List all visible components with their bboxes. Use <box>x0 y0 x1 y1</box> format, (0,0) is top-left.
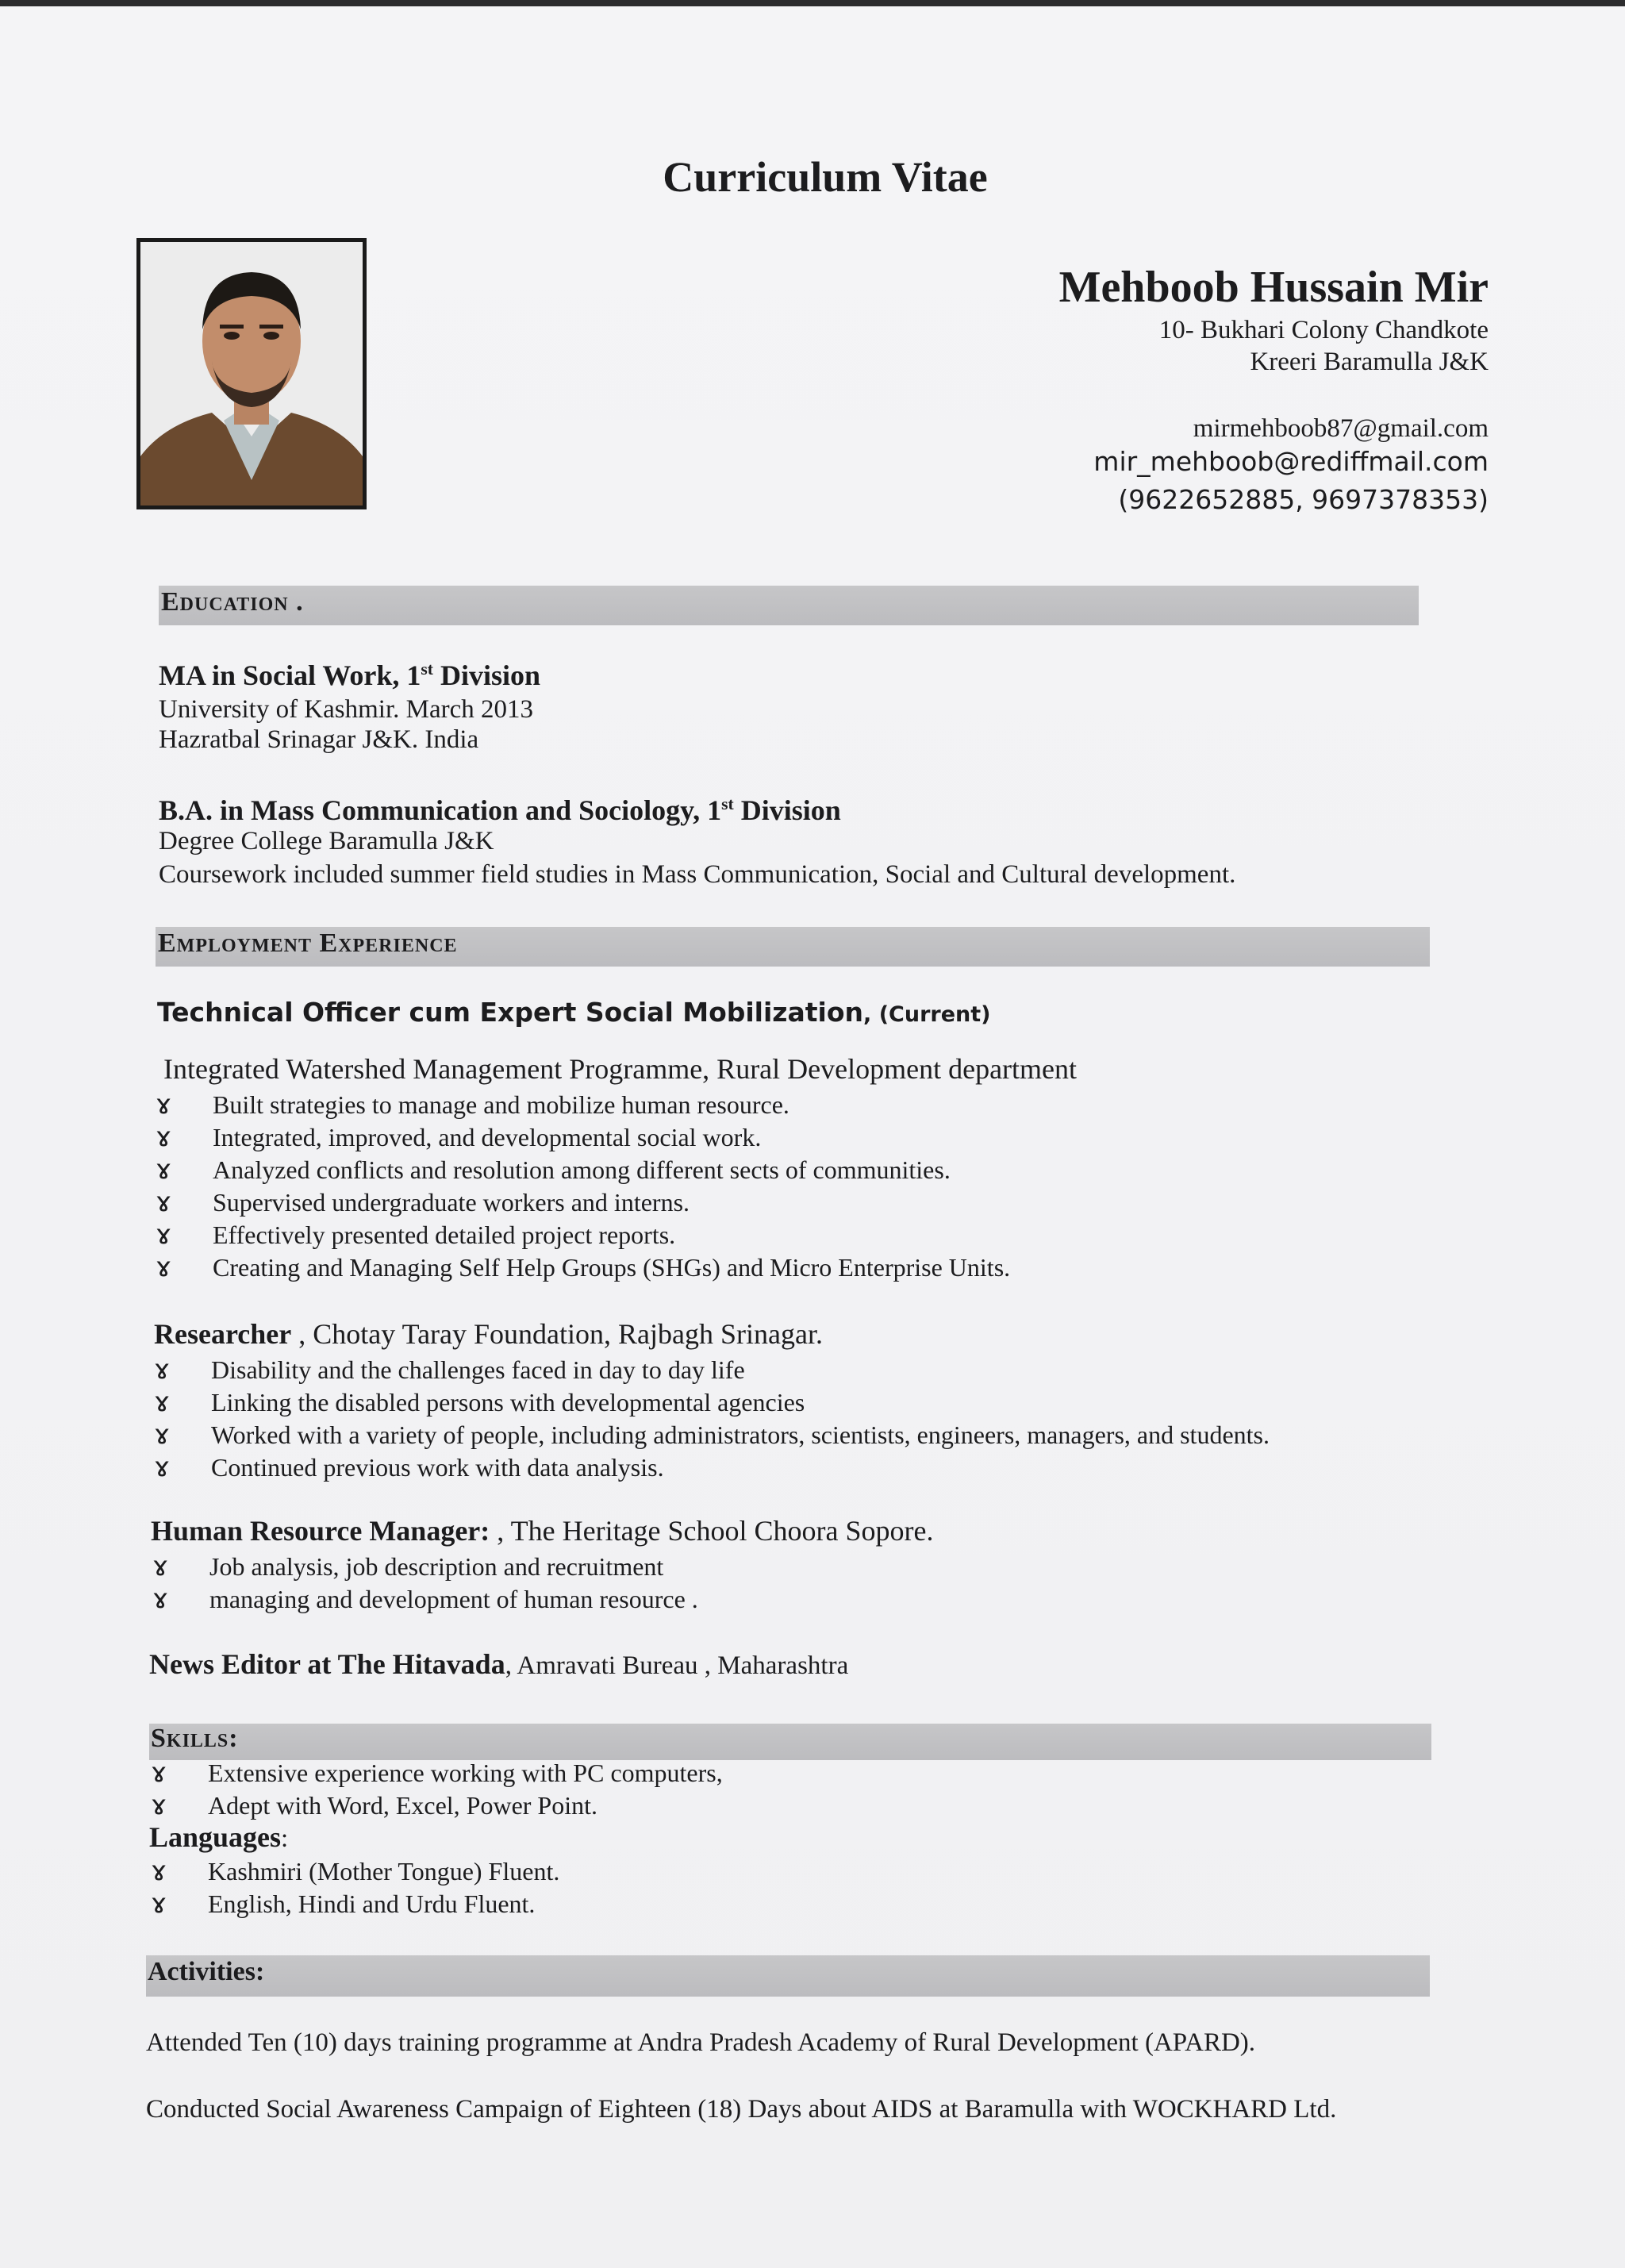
list-item <box>156 1251 1010 1284</box>
languages-colon: : <box>281 1824 289 1853</box>
candidate-name: Mehboob Hussain Mir <box>1058 263 1489 312</box>
degree-ba-sup: st <box>721 794 734 813</box>
education-section-bar <box>159 586 1419 625</box>
list-item-text: Kashmiri (Mother Tongue) Fluent. <box>208 1857 560 1886</box>
job2-title: Researcher <box>154 1318 292 1350</box>
job1-duties-list <box>156 1089 1010 1284</box>
bullet-icon: ɤ <box>156 1251 172 1283</box>
email-rediff: mir_mehboob@rediffmail.com <box>1093 446 1489 477</box>
list-item-text: Built strategies to manage and mobilize human resource. <box>213 1090 789 1119</box>
degree-ma-university: University of Kashmir. March 2013 <box>159 695 534 724</box>
list-item <box>154 1419 1270 1451</box>
skills-section-bar <box>149 1724 1431 1760</box>
degree-ba-college: Degree College Baramulla J&K <box>159 827 494 855</box>
activity-line-1: Attended Ten (10) days training programme at Andra Pradesh Academy of Rural Development (APARD). <box>146 2028 1256 2057</box>
list-item-text: Linking the disabled persons with developmental agencies <box>211 1388 805 1417</box>
list-item <box>156 1219 1010 1251</box>
job3-title: Human Resource Manager: <box>151 1515 490 1547</box>
phone-numbers: (9622652885, 9697378353) <box>1118 484 1489 515</box>
job3-duties-list <box>152 1551 698 1616</box>
degree-ma-title <box>159 659 540 692</box>
document-title: Curriculum Vitae <box>663 153 988 201</box>
list-item <box>151 1855 559 1888</box>
list-item-text: Job analysis, job description and recruitment <box>209 1552 664 1581</box>
activities-heading: Activities: <box>148 1957 265 1986</box>
bullet-icon: ɤ <box>156 1154 172 1186</box>
list-item <box>156 1121 1010 1154</box>
bullet-icon: ɤ <box>154 1354 171 1386</box>
job1-current-tag: , (Current) <box>863 1002 991 1027</box>
list-item-text: English, Hindi and Urdu Fluent. <box>208 1889 536 1918</box>
list-item-text: Integrated, improved, and developmental social work. <box>213 1123 762 1151</box>
employment-heading: Employment Experience <box>158 928 458 958</box>
bullet-icon: ɤ <box>152 1551 169 1582</box>
bullet-icon: ɤ <box>156 1219 172 1251</box>
list-item <box>151 1789 723 1822</box>
degree-ma-sup: st <box>421 659 433 678</box>
list-item-text: Extensive experience working with PC computers, <box>208 1759 723 1787</box>
job1-title: Technical Officer cum Expert Social Mobilization <box>157 997 864 1028</box>
list-item-text: Supervised undergraduate workers and interns. <box>213 1188 690 1217</box>
degree-ba-division: Division <box>733 794 841 826</box>
bullet-icon: ɤ <box>151 1888 167 1920</box>
list-item <box>154 1451 1270 1484</box>
bullet-icon: ɤ <box>154 1386 171 1418</box>
job3-header <box>151 1514 934 1547</box>
bullet-icon: ɤ <box>156 1121 172 1153</box>
degree-ma-location: Hazratbal Srinagar J&K. India <box>159 725 479 754</box>
email-gmail: mirmehboob87@gmail.com <box>1193 414 1489 443</box>
job2-header <box>154 1317 823 1351</box>
job1-organization: Integrated Watershed Management Programme, Rural Development department <box>163 1053 1078 1085</box>
list-item <box>151 1888 559 1920</box>
degree-ba-name: B.A. in Mass Communication and Sociology, 1 <box>159 794 722 826</box>
list-item <box>154 1354 1270 1386</box>
job1-header <box>157 997 991 1028</box>
skills-list <box>151 1757 723 1822</box>
degree-ba-title <box>159 794 841 827</box>
job4-header <box>149 1647 848 1681</box>
list-item <box>156 1089 1010 1121</box>
list-item <box>154 1386 1270 1419</box>
list-item-text: Effectively presented detailed project reports. <box>213 1220 676 1249</box>
bullet-icon: ɤ <box>156 1089 172 1121</box>
degree-ma-division: Division <box>433 659 541 691</box>
list-item-text: Creating and Managing Self Help Groups (SHGs) and Micro Enterprise Units. <box>213 1253 1011 1282</box>
list-item <box>152 1583 698 1616</box>
bullet-icon: ɤ <box>156 1186 172 1218</box>
bullet-icon: ɤ <box>154 1451 171 1483</box>
skills-heading: Skills: <box>151 1724 239 1753</box>
address-line-2: Kreeri Baramulla J&K <box>1250 348 1489 376</box>
list-item-text: managing and development of human resource . <box>209 1585 698 1613</box>
profile-photo <box>136 238 367 509</box>
languages-list <box>151 1855 559 1920</box>
job4-title: News Editor at The Hitavada <box>149 1648 505 1680</box>
bullet-icon: ɤ <box>154 1419 171 1451</box>
job2-organization: , Chotay Taray Foundation, Rajbagh Srinagar. <box>291 1318 823 1350</box>
portrait-image <box>140 242 363 505</box>
bullet-icon: ɤ <box>151 1757 167 1789</box>
top-edge-rule <box>0 0 1625 6</box>
degree-ma-name: MA in Social Work, 1 <box>159 659 421 691</box>
address-line-1: 10- Bukhari Colony Chandkote <box>1158 316 1489 344</box>
activities-section-bar <box>146 1955 1430 1997</box>
list-item-text: Worked with a variety of people, including administrators, scientists, engineers, managers, and students. <box>211 1420 1270 1449</box>
list-item-text: Analyzed conflicts and resolution among different sects of communities. <box>213 1155 951 1184</box>
job3-organization: , The Heritage School Choora Sopore. <box>490 1515 934 1547</box>
activity-line-2: Conducted Social Awareness Campaign of Eighteen (18) Days about AIDS at Baramulla with WOCKHARD Ltd. <box>146 2095 1337 2124</box>
list-item <box>156 1154 1010 1186</box>
list-item-text: Disability and the challenges faced in day to day life <box>211 1355 745 1384</box>
job4-organization: , Amravati Bureau , Maharashtra <box>505 1651 849 1680</box>
bullet-icon: ɤ <box>152 1583 169 1615</box>
languages-label: Languages <box>149 1821 282 1853</box>
list-item <box>156 1186 1010 1219</box>
job2-duties-list <box>154 1354 1270 1484</box>
bullet-icon: ɤ <box>151 1789 167 1821</box>
bullet-icon: ɤ <box>151 1855 167 1887</box>
languages-heading <box>149 1820 288 1854</box>
list-item-text: Adept with Word, Excel, Power Point. <box>208 1791 597 1820</box>
education-heading: Education . <box>161 587 304 617</box>
list-item <box>152 1551 698 1583</box>
list-item <box>151 1757 723 1789</box>
degree-ba-coursework: Coursework included summer field studies in Mass Communication, Social and Cultural development. <box>159 860 1236 889</box>
list-item-text: Continued previous work with data analysis. <box>211 1453 664 1482</box>
